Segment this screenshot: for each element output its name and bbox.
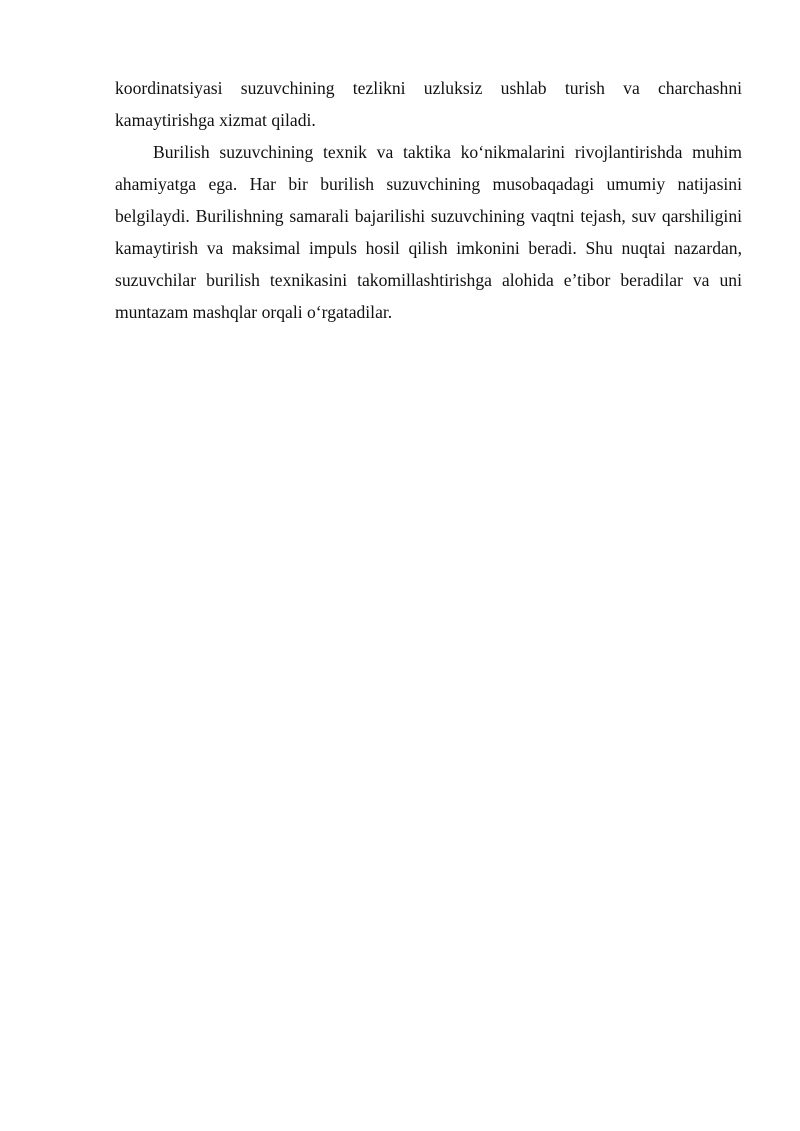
paragraph-2: Burilish suzuvchining texnik va taktika ko‘nikmalarini rivojlantirishda muhim ahamiyatga ega. Har bir burilish suzuvchining musobaqadagi umumiy natijasini belgilaydi. Burilishning samarali bajarilishi suzuvchining vaqtni tejash, suv qarshiligini kamaytirish va maksimal impuls hosil qilish imkonini beradi. Shu nuqtai nazardan, suzuvchilar burilish texnikasini takomillashtirishga alohida e’tibor beradilar va uni muntazam mashqlar orqali o‘rgatadilar.	[115, 142, 742, 322]
body-text	[115, 72, 742, 328]
paragraph-1: koordinatsiyasi suzuvchining tezlikni uzluksiz ushlab turish va charchashni kamaytirishga xizmat qiladi.	[115, 78, 742, 130]
